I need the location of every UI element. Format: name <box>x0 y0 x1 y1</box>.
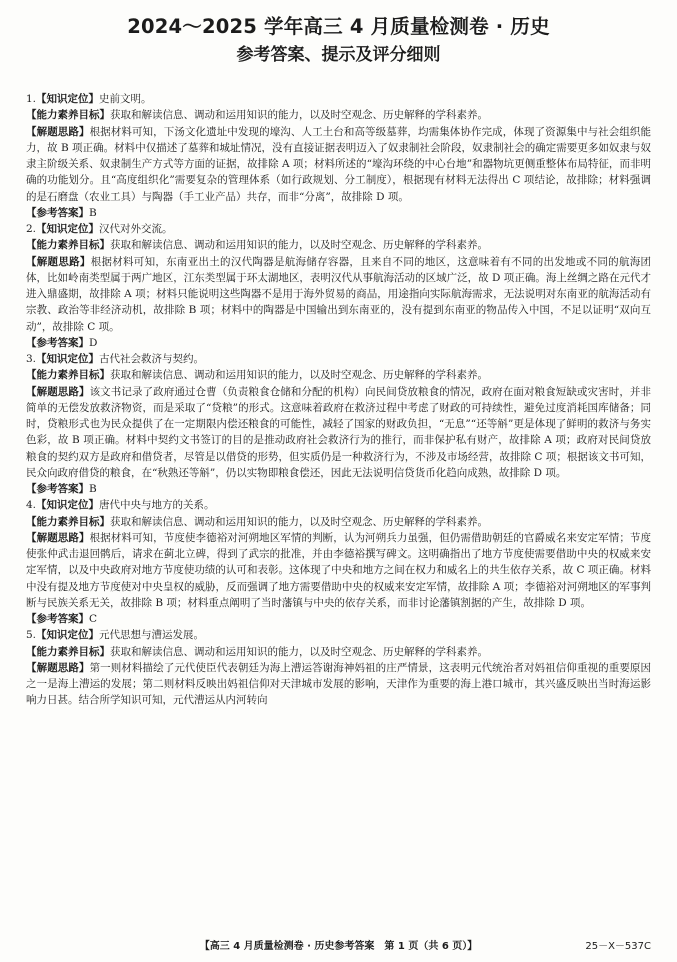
knowledge-label: 【知识定位】 <box>36 223 100 235</box>
question-number: 4. <box>26 499 37 512</box>
answer-content <box>26 91 651 709</box>
analysis-text: 根据材料可知，节度使李德裕对河朔地区军情的判断，认为河朔兵力虽强，但仍需借助朝廷的官爵威名来安定军情；节度使张仲武击退回鹘后，请求在蓟北立碑，得到了武宗的批准，并由李德裕撰写碑文。这明确指出了地方节度使需要借助中央的权威来安定军情，以及中央政府对地方节度使功绩的认可和表彰。这体现了中央和地方之间在权力和威名上的共生依存关系，故 C 项正确。材料中没有提及地方节度使对中央皇权的威胁，反而强调了地方需要借助中央的权威来安定军情，故排除 A 项；李德裕对河朔地区的军事判断与民族关系无关，故排除 B 项；材料重点阐明了当时藩镇与中央的依存关系，而非讨论藩镇割据的产生，故排除 D 项。 <box>26 531 652 609</box>
ability-line <box>26 367 651 383</box>
ability-line <box>26 107 651 123</box>
ability-label: 【能力素养目标】 <box>26 369 110 382</box>
knowledge-text: 汉代对外交流。 <box>99 223 173 235</box>
ability-text: 获取和解读信息、调动和运用知识的能力，以及时空观念、历史解释的学科素养。 <box>110 109 488 122</box>
analysis-label: 【解题思路】 <box>26 661 90 674</box>
answer-text: D <box>89 336 98 349</box>
question-number: 2. <box>26 223 37 235</box>
ability-label: 【能力素养目标】 <box>26 515 110 528</box>
footer-exam-code: 25－X－537C <box>585 941 651 952</box>
answer-label: 【参考答案】 <box>26 613 89 625</box>
question-2 <box>26 221 651 351</box>
question-5 <box>26 627 651 708</box>
ability-text: 获取和解读信息、调动和运用知识的能力，以及时空观念、历史解释的学科素养。 <box>110 369 488 382</box>
page-title: 2024～2025 学年高三 4 月质量检测卷 · 历史 <box>127 15 550 38</box>
answer-line <box>26 611 651 627</box>
analysis-line <box>26 660 651 709</box>
answer-text: B <box>89 206 97 219</box>
knowledge-text: 唐代中央与地方的关系。 <box>99 499 215 512</box>
knowledge-label: 【知识定位】 <box>36 629 100 642</box>
knowledge-line <box>26 627 651 643</box>
analysis-text: 第一则材料描绘了元代使臣代表朝廷为海上漕运答谢海神妈祖的庄严情景，这表明元代统治者对妈祖信仰重视的重要原因之一是海上漕运的发展；第二则材料反映出妈祖信仰对天津城市发展的影响，天津作为重要的海上港口城市，其兴盛反映出当时海运影响力日甚。结合所学知识可知，元代漕运从内河转向 <box>26 661 652 707</box>
analysis-line <box>26 384 651 482</box>
answer-line <box>26 205 651 221</box>
ability-text: 获取和解读信息、调动和运用知识的能力，以及时空观念、历史解释的学科素养。 <box>110 645 488 658</box>
analysis-line <box>26 124 651 205</box>
knowledge-text: 史前文明。 <box>99 93 152 105</box>
knowledge-text: 元代思想与漕运发展。 <box>99 629 205 642</box>
knowledge-line <box>26 91 651 107</box>
ability-line <box>26 644 651 660</box>
question-number: 1. <box>26 93 37 105</box>
analysis-label: 【解题思路】 <box>26 385 90 398</box>
analysis-text: 根据材料可知，东南亚出土的汉代陶器是航海储存容器，且来自不同的地区，这意味着有不同的出发地或不同的航海团体，比如岭南类型属于两广地区，江东类型属于环太湖地区，表明汉代从事航海活动的区域广泛，故 D 项正确。海上丝绸之路在元代才进入鼎盛期，故排除 A 项；材料只能说明这些陶器不是用于海外贸易的商品，用途指向实际航海需求，无法说明对东南亚的航海活动有宗教、政治等非经济动机，故排除 B 项；材料中的陶器是中国输出到东南亚的，没有提到东南亚的物品传入中国，不足以证明“双向互动”，故排除 C 项。 <box>26 255 652 333</box>
knowledge-label: 【知识定位】 <box>36 499 100 512</box>
ability-text: 获取和解读信息、调动和运用知识的能力，以及时空观念、历史解释的学科素养。 <box>110 515 488 528</box>
question-number: 5. <box>26 629 37 642</box>
knowledge-line <box>26 221 651 237</box>
ability-line <box>26 514 651 530</box>
question-number: 3. <box>26 353 37 365</box>
ability-label: 【能力素养目标】 <box>26 645 110 658</box>
knowledge-line <box>26 351 651 367</box>
analysis-label: 【解题思路】 <box>26 255 91 268</box>
analysis-text: 根据材料可知，下汤文化遗址中发现的壕沟、人工土台和高等级墓葬，均需集体协作完成，体现了资源集中与社会组织能力，故 B 项正确。材料中仅描述了墓葬和城址情况，没有直接证据表明迈入了奴隶制社会阶段，奴隶制社会的确定需要更多如奴隶与奴隶主阶级关系、奴隶制生产方式等方面的证据，故排除 A 项；材料所述的“壕沟环绕的中心台地”和器物坑更侧重整体布局特征，而非明确的功能划分。且“高度组织化”需要复杂的管理体系（如行政规划、分工制度），根据现有材料无法得出 C 项结论，故排除；材料强调的是石磨盘（农业工具）与陶器（手工业产品）共存，而非“分离”，故排除 D 项。 <box>26 125 652 203</box>
analysis-line <box>26 254 651 335</box>
knowledge-text: 古代社会救济与契约。 <box>99 353 205 365</box>
page-footer <box>26 938 651 956</box>
analysis-label: 【解题思路】 <box>26 531 90 544</box>
answer-text: B <box>89 483 97 495</box>
ability-line <box>26 237 651 253</box>
answer-label: 【参考答案】 <box>26 336 89 349</box>
answer-text: C <box>89 613 98 625</box>
knowledge-line <box>26 497 651 513</box>
ability-label: 【能力素养目标】 <box>26 109 110 122</box>
knowledge-label: 【知识定位】 <box>36 93 100 105</box>
analysis-line <box>26 530 651 611</box>
footer-page-info: 【高三 4 月质量检测卷 · 历史参考答案 第 1 页（共 6 页）】 <box>199 941 478 952</box>
question-3 <box>26 351 651 497</box>
ability-label: 【能力素养目标】 <box>26 239 110 252</box>
answer-label: 【参考答案】 <box>26 206 89 219</box>
question-1 <box>26 91 651 221</box>
answer-line <box>26 481 651 497</box>
analysis-text: 该文书记录了政府通过仓曹（负责粮食仓储和分配的机构）向民间贷放粮食的情况，政府在面对粮食短缺或灾害时，并非简单的无偿发放救济物资，而是采取了“贷粮”的形式。这意味着政府在救济过程中考虑了财政的可持续性，避免过度消耗国库储备；同时，贷粮形式也为民众提供了在一定期限内偿还粮食的可能性，减轻了国家的财政负担，“无息”“还等斛”更是体现了鲜明的救济与务实色彩，故 B 项正确。材料中契约文书签订的目的是推动政府社会救济行为的推行，而非保护私有财产，故排除 A 项；政府对民间贷放粮食的契约双方是政府和借贷者，尽管是以借贷的形势，但实质仍是一种救济行为，不涉及市场经营，故排除 C 项；根据该文书可知，民众向政府借贷的粮食，在“秋熟还等斛”，仍以实物即粮食偿还，因此无法说明信贷货币化趋向成熟，故排除 D 项。 <box>26 385 652 479</box>
question-4 <box>26 497 651 627</box>
answer-label: 【参考答案】 <box>26 483 89 495</box>
answer-line <box>26 335 651 351</box>
analysis-label: 【解题思路】 <box>26 125 90 138</box>
knowledge-label: 【知识定位】 <box>36 353 100 365</box>
ability-text: 获取和解读信息、调动和运用知识的能力，以及时空观念、历史解释的学科素养。 <box>110 239 488 252</box>
page-subtitle: 参考答案、提示及评分细则 <box>236 45 441 65</box>
